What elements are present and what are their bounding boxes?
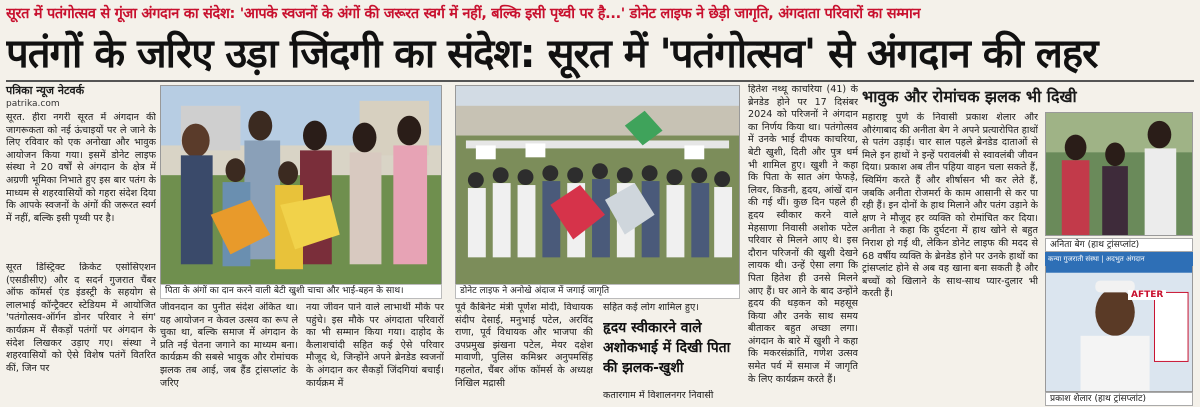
article-col2: जीवनदान का पुनीत संदेश अंकित था। यह आयोजन न केवल उत्सव का रूप ले चुका था, बल्कि समाज में अंगदान के प्रति नई चेतना जगाने का माध्यम बना। कार्यक्रम की सबसे भावुक और रोमांचक झलक तब आई, जब हैंड ट्रांसप्लांट के जरिए	[160, 302, 298, 389]
after-badge: AFTER	[1128, 290, 1166, 300]
photo-kites-caption: डोनेट लाइफ ने अनोखे अंदाज में जगाई जागृति	[455, 284, 740, 299]
article-col4: पूर्व कैबिनेट मंत्री पूर्णेश मोदी, विधायक संदीप देसाई, मनुभाई पटेल, अरविंद राणा, पूर्व विधायक और भाजपा की उपप्रमुख झंखना पटेल, मेयर दक्षेश मावाणी, पुलिस कमिश्नर अनुपमसिंह गहलोत, चैंबर ऑफ कॉमर्स के अध्यक्ष निखिल मद्रासी	[455, 302, 593, 389]
photo-family	[160, 85, 442, 295]
subhead-bhavuk: भावुक और रोमांचक झलक भी दिखी	[862, 87, 1077, 106]
article-col7: महाराष्ट्र पुणे के निवासी प्रकाश शेलार और औरंगाबाद की अनीता बेग ने अपने प्रत्यारोपित हाथों से पतंग उड़ाई। चार साल पहले ब्रेनडेड दाताओं से मिले इन हाथों ने इन्हें परावलंबी से स्वावलंबी जीवन दिया। प्रकाश अब तीन पहिया वाहन चला सकते हैं, स्विमिंग करते हैं और शीर्षासन भी कर लेते हैं, जबकि अनीता रोजमर्रा के काम आसानी से कर पा रही हैं। इन दोनों के हाथ मिलाने और पतंग उड़ाने के क्षण ने मौजूद हर व्यक्ति को रोमांचित कर दिया। अनीता ने कहा कि दुर्घटना में हाथ खोने से बहुत निराश हो गई थी, लेकिन डोनेट लाइफ की मदद से 68 वर्षीय व्यक्ति के ब्रेनडेड होने पर उनके हाथों का ट्रांसप्लांट होने से अब वह खाना बना सकती है और बच्चों को खिलाने के साथ-साथ प्यार-दुलार भी करती हैं।	[862, 112, 1038, 300]
article-col1-bottom: सूरत डिस्ट्रिक्ट क्रिकेट एसोसिएशन (एसडीसीए) और द सदर्न गुजरात चैंबर ऑफ कॉमर्स एंड इंडस्ट्री के सहयोग से लालभाई कॉन्ट्रैक्टर स्टेडियम में आयोजित 'पतंगोत्सव-ऑर्गन डोनर परिवार ने संग' कार्यक्रम में सैकड़ों पतंगों पर अंगदान के संदेश लिखकर उड़ाए गए। संस्था ने शहरवासियों को ऐसे विशेष पतंगें वितरित कीं, जिन पर	[6, 262, 156, 374]
headline-rule	[6, 80, 1194, 82]
byline: पत्रिका न्यूज नेटवर्क	[6, 84, 85, 97]
site-link[interactable]: patrika.com	[6, 99, 60, 109]
photo-banner-strip: कन्या गुजराती संस्था | अदभुत अंगदान	[1045, 252, 1193, 266]
photo-prakash	[1045, 252, 1193, 392]
photo-anita-caption: अनिता बेग (हाथ ट्रांसप्लांट)	[1045, 238, 1193, 252]
photo-kites-event	[455, 85, 740, 295]
article-col3: नया जीवन पाने वाले लाभार्थी मौके पर पहुंचे। इस मौके पर अंगदाता परिवारों का भी सम्मान किया गया। दाहोद के कैलाशचांदी सहित कई ऐसे परिवार मौजूद थे, जिन्होंने अपने ब्रेनडेड स्वजनों के अंगदान कर सैकड़ों जिंदगियां बचाईं। कार्यक्रम में	[306, 302, 444, 389]
photo-anita	[1045, 112, 1193, 236]
kicker: सूरत में पतंगोत्सव से गूंजा अंगदान का संदेश: 'आपके स्वजनों के अंगों की जरूरत स्वर्ग में नहीं, बल्कि इसी पृथ्वी पर है...' डोनेट लाइफ ने छेड़ी जागृति, अंगदाता परिवारों का सम्मान	[6, 6, 921, 22]
article-col6: हितेश नथ्थू काचरिया (41) के ब्रेनडेड होने पर 17 दिसंबर 2024 को परिजनों ने अंगदान का निर्णय किया था। पतंगोत्सव में उनके भाई दीपक काचरिया, बेटी खुशी, दिती और पुत्र धर्म भी शामिल हुए। खुशी ने कहा कि पिता के सात अंग फेफड़े, लिवर, किडनी, हृदय, आंखें दान की गई थीं। कुछ दिन पहले ही हृदय स्वीकार करने वाले मेहसाणा निवासी अशोक पटेल परिवार से मिलने आए थे। इस दौरान परिजनों की खुशी देखने लायक थी। उन्हें ऐसा लगा कि पिता हितेश ही उनसे मिलने आए हैं। घर आने के बाद उन्होंने हृदय की धड़कन को महसूस किया और उनके साथ समय बीताकर बहुत अच्छा लगा। अंगदान के बारे में खुशी ने कहा कि मकरसंक्रांति, गणेश उत्सव समेत पर्व में समाज में जागृति के लिए कार्यक्रम करते हैं।	[748, 84, 858, 385]
photo-prakash-caption: प्रकाश शेलार (हाथ ट्रांसप्लांट)	[1045, 392, 1193, 406]
article-col5-top: सहित कई लोग शामिल हुए।	[603, 302, 699, 313]
article-col1-top: सूरत. हीरा नगरी सूरत में अंगदान की जागरूकता को नई ऊंचाइयों पर ले जाने के लिए रविवार को एक अनोखा और भावुक आयोजन किया गया। इसमें डोनेट लाइफ संस्था ने 20 वर्षों से अंगदान के क्षेत्र में अग्रणी भूमिका निभाते हुए इस बार पतंग के माध्यम से शहरवासियों को गहरा संदेश दिया कि आपके स्वजनों के अंगों की जरूरत स्वर्ग में नहीं, बल्कि इसी पृथ्वी पर है।	[6, 112, 156, 224]
photo-family-caption: पिता के अंगों का दान करने वाली बेटी खुशी चाचा और भाई-बहन के साथ।	[160, 284, 442, 299]
article-col5-bottom: कतारगाम में विशालनगर निवासी	[603, 390, 714, 401]
subhead-hridaya: हृदय स्वीकारने वाले अशोकभाई में दिखी पिता की झलक-खुशी	[603, 320, 731, 376]
headline: पतंगों के जरिए उड़ा जिंदगी का संदेश: सूरत में 'पतंगोत्सव' से अंगदान की लहर	[6, 31, 1098, 77]
